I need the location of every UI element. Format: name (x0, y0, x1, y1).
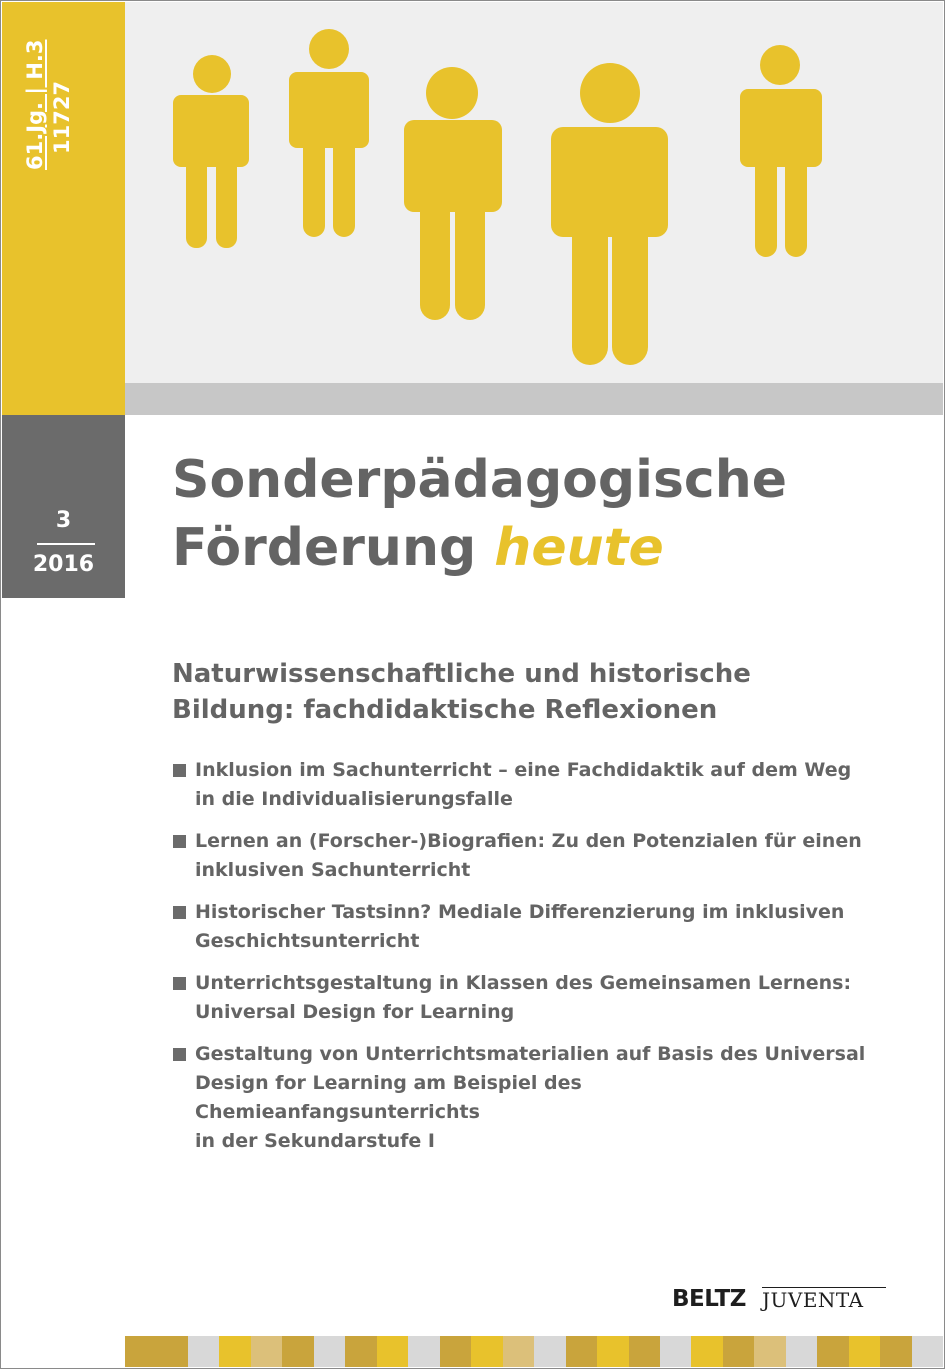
issue-year: 2016 (32, 552, 95, 577)
list-item (172, 756, 872, 814)
stripe-segment (912, 1336, 943, 1367)
title-line-2 (172, 514, 787, 582)
issue-theme (172, 656, 872, 728)
title-line-1: Sonderpädagogische (172, 450, 788, 510)
article-list (172, 756, 872, 1169)
list-item (172, 969, 872, 1027)
stripe-segment (849, 1336, 880, 1367)
stripe-segment (440, 1336, 471, 1367)
stripe-segment (817, 1336, 848, 1367)
article-line: Design for Learning am Beispiel des Chemieanfangsunterrichts (195, 1072, 582, 1123)
person-icon (404, 67, 502, 320)
article-line: Unterrichtsgestaltung in Klassen des Gemeinsamen Lernens: (195, 972, 852, 994)
publisher-part-2: JUVENTA (762, 1288, 864, 1312)
stripe-segment (408, 1336, 439, 1367)
article-line: Lernen an (Forscher-)Biografien: Zu den Potenzialen für einen (195, 830, 862, 852)
article-line: in der Sekundarstufe I (195, 1130, 435, 1152)
stripe-segment (597, 1336, 628, 1367)
list-item (172, 1040, 872, 1156)
stripe-segment (345, 1336, 376, 1367)
list-item (172, 827, 872, 885)
article-line: Historischer Tastsinn? Mediale Differenzierung im inklusiven (195, 901, 845, 923)
journal-code: 11727 (50, 80, 74, 154)
publisher-logo (672, 1286, 892, 1316)
stripe-segment (125, 1336, 156, 1367)
stripe-segment (188, 1336, 219, 1367)
stripe-segment (156, 1336, 187, 1367)
divider-strip (125, 383, 943, 415)
article-line: Gestaltung von Unterrichtsmaterialien auf Basis des Universal (195, 1043, 866, 1065)
spine-bar (2, 2, 125, 415)
stripe-segment (534, 1336, 565, 1367)
article-line: Inklusion im Sachunterricht – eine Fachdidaktik auf dem Weg (195, 759, 852, 781)
title-highlight: heute (494, 518, 664, 578)
person-icon (173, 55, 249, 248)
issue-box (2, 415, 125, 598)
bullet-square-icon (173, 1048, 186, 1061)
stripe-segment (786, 1336, 817, 1367)
stripe-segment (660, 1336, 691, 1367)
stripe-segment (219, 1336, 250, 1367)
bullet-square-icon (173, 977, 186, 990)
stripe-segment (754, 1336, 785, 1367)
issue-divider (37, 543, 95, 545)
bullet-square-icon (173, 764, 186, 777)
stripe-segment (377, 1336, 408, 1367)
stripe-segment (471, 1336, 502, 1367)
article-line: in die Individualisierungsfalle (195, 788, 513, 810)
theme-line-1: Naturwissenschaftliche und historische (172, 659, 751, 689)
stripe-segment (314, 1336, 345, 1367)
title-word: Förderung (172, 518, 477, 578)
list-item (172, 898, 872, 956)
stripe-segment (566, 1336, 597, 1367)
stripe-segment (629, 1336, 660, 1367)
article-line: Geschichtsunterricht (195, 930, 420, 952)
volume-label: 61.Jg. | H.3 (23, 39, 47, 170)
issue-number: 3 (55, 508, 72, 533)
person-icon (551, 63, 668, 365)
article-line: Universal Design for Learning (195, 1001, 515, 1023)
bullet-square-icon (173, 906, 186, 919)
stripe-segment (880, 1336, 911, 1367)
stripe-segment (251, 1336, 282, 1367)
theme-line-2: Bildung: fachdidaktische Reflexionen (172, 695, 718, 725)
publisher-part-1: BELTZ (672, 1286, 746, 1312)
article-line: inklusiven Sachunterricht (195, 859, 471, 881)
person-icon (289, 29, 369, 237)
journal-title (172, 446, 787, 582)
person-icon (740, 45, 822, 257)
color-stripe (125, 1336, 943, 1367)
stripe-segment (723, 1336, 754, 1367)
stripe-segment (282, 1336, 313, 1367)
illustration-panel (125, 2, 943, 383)
bullet-square-icon (173, 835, 186, 848)
spine-text (22, 0, 97, 170)
stripe-segment (691, 1336, 722, 1367)
stripe-segment (503, 1336, 534, 1367)
people-illustration (125, 2, 943, 383)
